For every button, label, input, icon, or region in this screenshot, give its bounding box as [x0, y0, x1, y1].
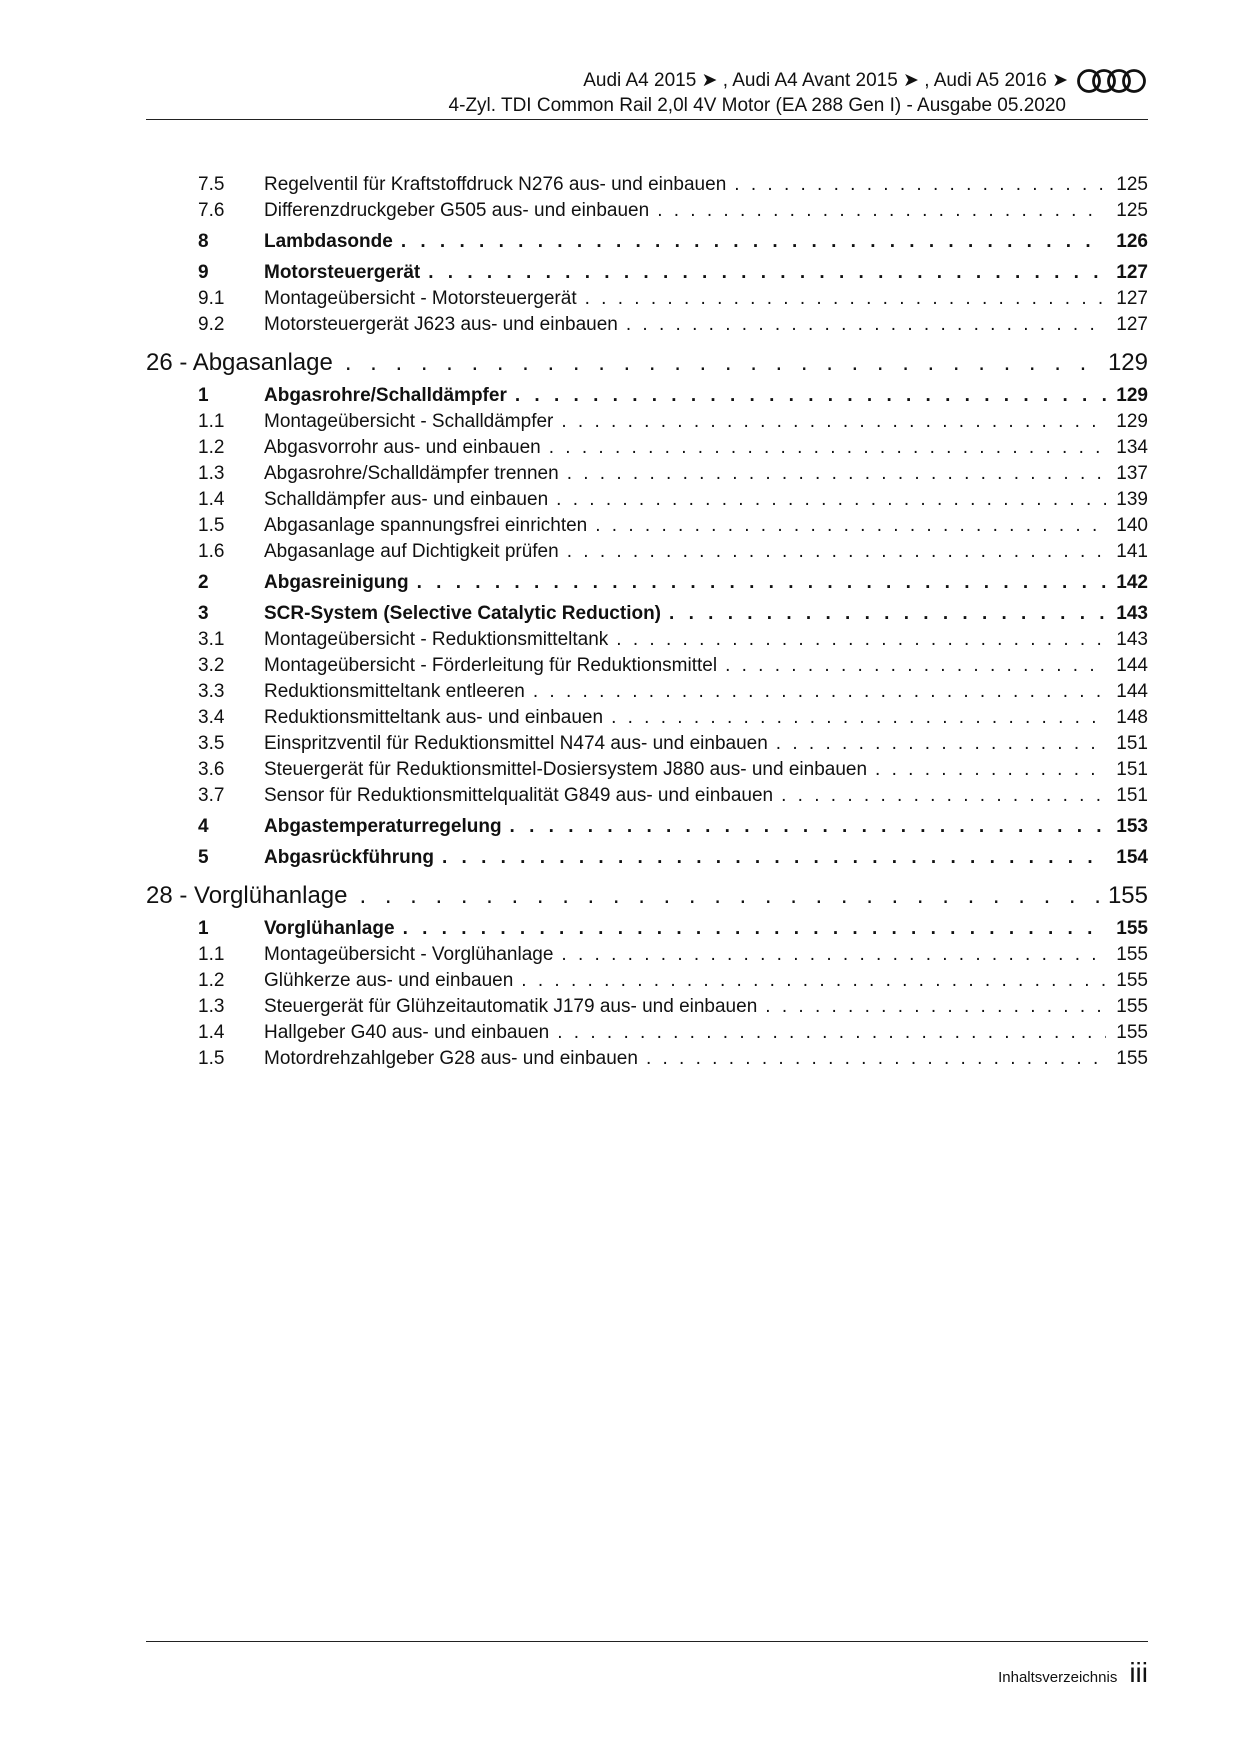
toc-entry-number: 1.4	[198, 1022, 225, 1043]
toc-leader-dots	[669, 601, 1106, 627]
toc-entry-page: 151	[1116, 759, 1148, 780]
toc-entry-title: Einspritzventil für Reduktionsmittel N474 aus- und einbauen	[264, 733, 768, 754]
toc-entry-title: Motorsteuergerät	[264, 262, 421, 283]
toc-leader-dots	[734, 172, 1106, 198]
toc-entry-title: Motorsteuergerät J623 aus- und einbauen	[264, 314, 618, 335]
toc-entry[interactable]	[146, 1046, 1148, 1072]
page-header	[449, 68, 1148, 118]
toc-entry[interactable]	[146, 653, 1148, 679]
toc-entry-number: 1.5	[198, 515, 225, 536]
toc-entry-title: Motordrehzahlgeber G28 aus- und einbauen	[264, 1048, 638, 1069]
toc-chapter-entry[interactable]	[146, 260, 1148, 286]
toc-chapter-entry[interactable]	[146, 845, 1148, 871]
toc-entry-number: 1.2	[198, 970, 225, 991]
toc-entry-title: Reduktionsmitteltank aus- und einbauen	[264, 707, 604, 728]
toc-entry-number: 1.6	[198, 541, 225, 562]
toc-entry-title: 28 - Vorglühanlage	[146, 882, 348, 909]
toc-leader-dots	[428, 260, 1106, 286]
toc-leader-dots	[549, 435, 1107, 461]
toc-entry-title: Vorglühanlage	[264, 918, 395, 939]
toc-entry-title: Abgasanlage spannungsfrei einrichten	[264, 515, 588, 536]
toc-entry-number: 3.2	[198, 655, 225, 676]
toc-entry-number: 1.4	[198, 489, 225, 510]
toc-entry-page: 127	[1116, 262, 1148, 283]
toc-leader-dots	[657, 198, 1106, 224]
toc-entry-title: Abgasanlage auf Dichtigkeit prüfen	[264, 541, 559, 562]
toc-entry-title: Abgasrückführung	[264, 847, 434, 868]
toc-entry-page: 155	[1116, 996, 1148, 1017]
toc-leader-dots	[556, 487, 1106, 513]
toc-entry[interactable]	[146, 487, 1148, 513]
toc-entry-number: 9.1	[198, 288, 225, 309]
toc-leader-dots	[510, 814, 1107, 840]
toc-entry-title: Differenzdruckgeber G505 aus- und einbauen	[264, 200, 650, 221]
toc-entry-page: 155	[1116, 1048, 1148, 1069]
toc-entry-page: 153	[1116, 816, 1148, 837]
toc-chapter-entry[interactable]	[146, 601, 1148, 627]
toc-entry-page: 151	[1116, 785, 1148, 806]
toc-entry-title: Glühkerze aus- und einbauen	[264, 970, 514, 991]
toc-entry[interactable]	[146, 198, 1148, 224]
toc-entry[interactable]	[146, 172, 1148, 198]
toc-entry-page: 143	[1116, 603, 1148, 624]
toc-leader-dots	[533, 679, 1106, 705]
toc-leader-dots	[875, 757, 1106, 783]
toc-entry-number: 3.6	[198, 759, 225, 780]
toc-entry[interactable]	[146, 679, 1148, 705]
toc-entry-number: 3	[198, 603, 209, 624]
toc-leader-dots	[561, 409, 1106, 435]
header-line-1	[449, 68, 1148, 94]
audi-rings-logo-icon	[1076, 68, 1148, 94]
toc-leader-dots	[403, 916, 1107, 942]
toc-entry-title: Abgastemperaturregelung	[264, 816, 502, 837]
toc-entry[interactable]	[146, 942, 1148, 968]
toc-entry-page: 137	[1116, 463, 1148, 484]
toc-entry[interactable]	[146, 1020, 1148, 1046]
toc-section-heading[interactable]	[146, 881, 1148, 911]
toc-entry-number: 7.6	[198, 200, 225, 221]
toc-entry-page: 125	[1116, 200, 1148, 221]
toc-entry-title: Reduktionsmitteltank entleeren	[264, 681, 525, 702]
toc-entry-number: 3.5	[198, 733, 225, 754]
toc-entry[interactable]	[146, 435, 1148, 461]
toc-entry-title: Steuergerät für Glühzeitautomatik J179 aus- und einbauen	[264, 996, 758, 1017]
toc-entry-title: Montageübersicht - Reduktionsmitteltank	[264, 629, 609, 650]
header-engine-edition: 4-Zyl. TDI Common Rail 2,0l 4V Motor (EA 288 Gen I) - Ausgabe 05.2020	[448, 95, 1066, 116]
toc-entry-page: 140	[1116, 515, 1148, 536]
toc-leader-dots	[515, 383, 1106, 409]
toc-leader-dots	[360, 881, 1104, 911]
toc-entry[interactable]	[146, 539, 1148, 565]
toc-entry-page: 141	[1116, 541, 1148, 562]
toc-entry-number: 1.3	[198, 996, 225, 1017]
toc-entry-page: 129	[1116, 385, 1148, 406]
toc-chapter-entry[interactable]	[146, 383, 1148, 409]
toc-entry-number: 3.1	[198, 629, 225, 650]
toc-entry-page: 155	[1116, 944, 1148, 965]
toc-entry-title: Abgasrohre/Schalldämpfer trennen	[264, 463, 559, 484]
toc-entry-title: Schalldämpfer aus- und einbauen	[264, 489, 549, 510]
toc-entry-title: Abgasrohre/Schalldämpfer	[264, 385, 507, 406]
toc-entry-title: SCR-System (Selective Catalytic Reduction)	[264, 603, 662, 624]
toc-entry[interactable]	[146, 627, 1148, 653]
toc-leader-dots	[611, 705, 1106, 731]
toc-chapter-entry[interactable]	[146, 916, 1148, 942]
toc-entry-title: Regelventil für Kraftstoffdruck N276 aus- und einbauen	[264, 174, 727, 195]
toc-entry-number: 9	[198, 262, 209, 283]
toc-entry-title: Montageübersicht - Schalldämpfer	[264, 411, 554, 432]
toc-entry-number: 1.2	[198, 437, 225, 458]
toc-leader-dots	[776, 731, 1107, 757]
toc-entry[interactable]	[146, 731, 1148, 757]
toc-entry-number: 1.3	[198, 463, 225, 484]
toc-entry-page: 155	[1107, 882, 1148, 909]
toc-entry-page: 129	[1116, 411, 1148, 432]
toc-entry-page: 151	[1116, 733, 1148, 754]
page-footer	[998, 1657, 1148, 1689]
toc-leader-dots	[557, 1020, 1106, 1046]
toc-chapter-entry[interactable]	[146, 814, 1148, 840]
toc-entry-number: 1.5	[198, 1048, 225, 1069]
table-of-contents	[146, 172, 1148, 1072]
footer-page-number: iii	[1129, 1657, 1148, 1688]
toc-entry-number: 1	[198, 918, 209, 939]
toc-entry-page: 144	[1116, 655, 1148, 676]
toc-entry[interactable]	[146, 757, 1148, 783]
header-divider	[146, 119, 1148, 120]
toc-entry-number: 3.4	[198, 707, 225, 728]
toc-entry-page: 155	[1116, 1022, 1148, 1043]
toc-leader-dots	[595, 513, 1106, 539]
toc-entry-title: 26 - Abgasanlage	[146, 349, 333, 376]
toc-entry[interactable]	[146, 968, 1148, 994]
toc-leader-dots	[442, 845, 1106, 871]
toc-entry-title: Hallgeber G40 aus- und einbauen	[264, 1022, 550, 1043]
toc-chapter-entry[interactable]	[146, 570, 1148, 596]
toc-entry-number: 8	[198, 231, 209, 252]
toc-leader-dots	[521, 968, 1106, 994]
toc-entry[interactable]	[146, 286, 1148, 312]
toc-entry-number: 2	[198, 572, 209, 593]
toc-entry-page: 155	[1116, 970, 1148, 991]
toc-entry[interactable]	[146, 513, 1148, 539]
toc-entry-title: Sensor für Reduktionsmittelqualität G849 aus- und einbauen	[264, 785, 774, 806]
toc-entry[interactable]	[146, 994, 1148, 1020]
toc-entry-number: 5	[198, 847, 209, 868]
toc-leader-dots	[725, 653, 1106, 679]
toc-entry-number: 3.3	[198, 681, 225, 702]
toc-entry-number: 1.1	[198, 944, 225, 965]
toc-section-heading[interactable]	[146, 348, 1148, 378]
toc-leader-dots	[345, 348, 1104, 378]
toc-entry-number: 1.1	[198, 411, 225, 432]
toc-entry-page: 134	[1116, 437, 1148, 458]
toc-chapter-entry[interactable]	[146, 229, 1148, 255]
toc-entry-title: Lambdasonde	[264, 231, 393, 252]
toc-leader-dots	[646, 1046, 1106, 1072]
toc-entry-title: Abgasreinigung	[264, 572, 409, 593]
toc-entry-title: Montageübersicht - Motorsteuergerät	[264, 288, 577, 309]
footer-divider	[146, 1641, 1148, 1642]
toc-entry-page: 148	[1116, 707, 1148, 728]
toc-entry[interactable]	[146, 705, 1148, 731]
toc-leader-dots	[616, 627, 1106, 653]
toc-entry-page: 144	[1116, 681, 1148, 702]
toc-entry-number: 9.2	[198, 314, 225, 335]
toc-entry-page: 139	[1116, 489, 1148, 510]
toc-entry-page: 143	[1116, 629, 1148, 650]
toc-entry[interactable]	[146, 783, 1148, 809]
toc-entry-number: 4	[198, 816, 209, 837]
toc-entry[interactable]	[146, 409, 1148, 435]
toc-leader-dots	[626, 312, 1106, 338]
toc-entry-title: Montageübersicht - Vorglühanlage	[264, 944, 554, 965]
toc-entry[interactable]	[146, 312, 1148, 338]
toc-entry-page: 126	[1116, 231, 1148, 252]
toc-entry-title: Steuergerät für Reduktionsmittel-Dosiersystem J880 aus- und einbauen	[264, 759, 868, 780]
toc-entry-number: 7.5	[198, 174, 225, 195]
toc-entry[interactable]	[146, 461, 1148, 487]
toc-leader-dots	[567, 539, 1107, 565]
toc-leader-dots	[401, 229, 1106, 255]
toc-entry-page: 142	[1116, 572, 1148, 593]
toc-entry-page: 127	[1116, 314, 1148, 335]
toc-entry-number: 1	[198, 385, 209, 406]
toc-leader-dots	[765, 994, 1106, 1020]
toc-leader-dots	[567, 461, 1107, 487]
toc-entry-page: 155	[1116, 918, 1148, 939]
toc-entry-page: 127	[1116, 288, 1148, 309]
toc-entry-page: 154	[1116, 847, 1148, 868]
toc-leader-dots	[417, 570, 1107, 596]
toc-entry-page: 125	[1116, 174, 1148, 195]
toc-entry-page: 129	[1107, 349, 1148, 376]
header-vehicle-models: Audi A4 2015 ➤ , Audi A4 Avant 2015 ➤ , Audi A5 2016 ➤	[583, 70, 1068, 91]
footer-section-label: Inhaltsverzeichnis	[998, 1669, 1118, 1686]
toc-entry-title: Montageübersicht - Förderleitung für Reduktionsmittel	[264, 655, 718, 676]
toc-entry-number: 3.7	[198, 785, 225, 806]
toc-entry-title: Abgasvorrohr aus- und einbauen	[264, 437, 541, 458]
toc-leader-dots	[561, 942, 1106, 968]
toc-leader-dots	[781, 783, 1106, 809]
toc-leader-dots	[585, 286, 1107, 312]
